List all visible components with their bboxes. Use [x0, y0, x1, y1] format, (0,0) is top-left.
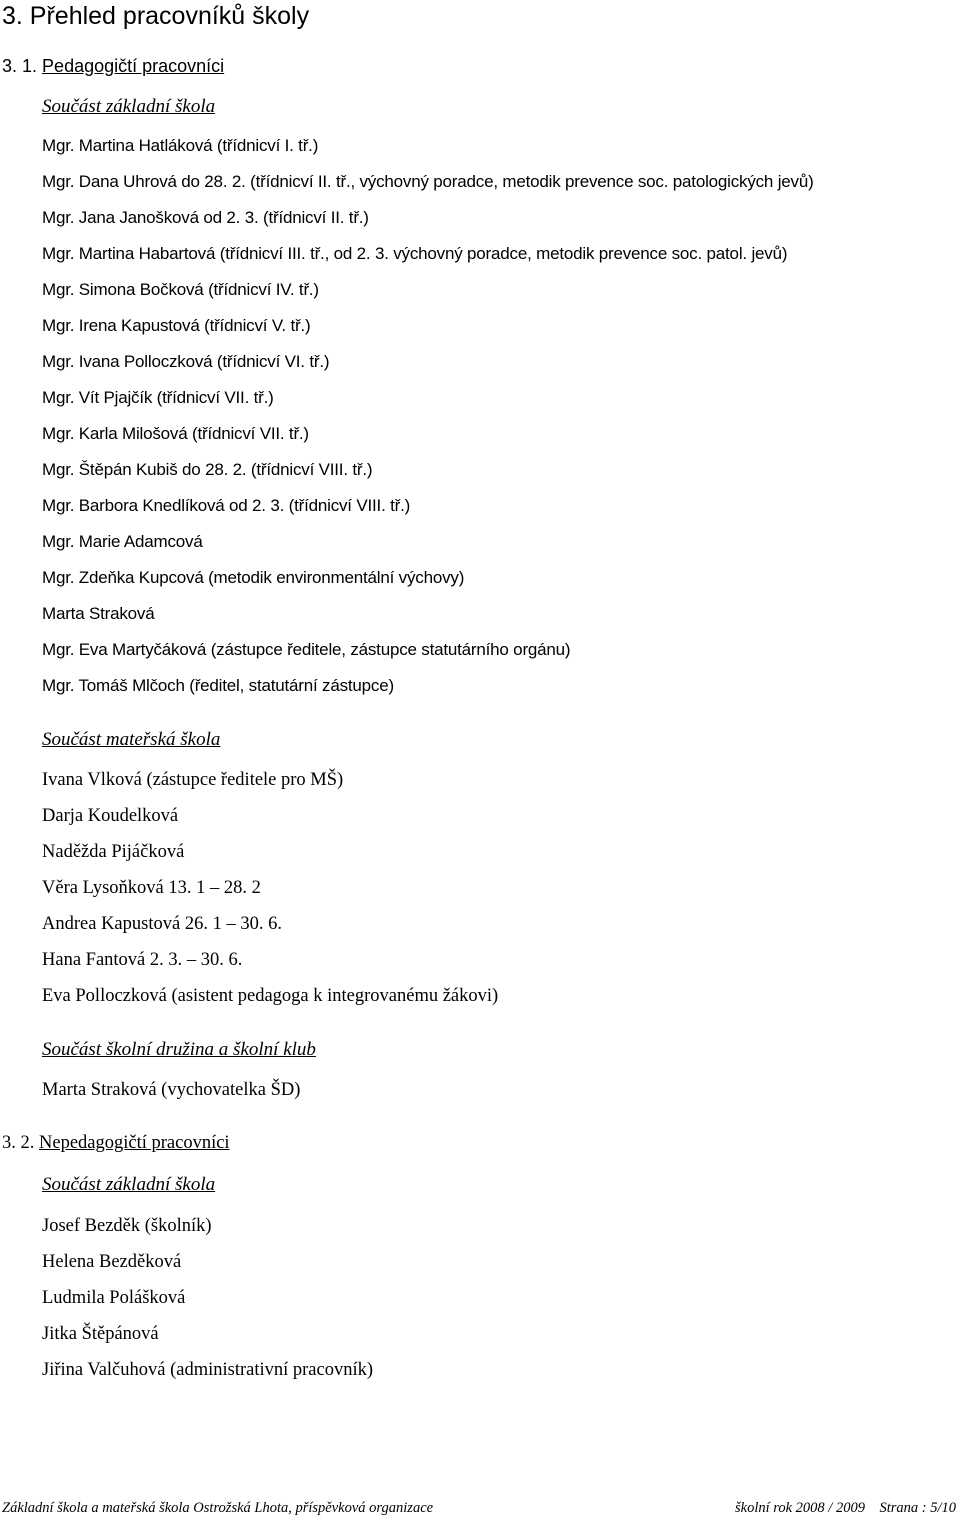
staff-line: Mgr. Barbora Knedlíková od 2. 3. (třídnicví VIII. tř.)	[42, 496, 411, 515]
staff-line: Helena Bezděková	[42, 1252, 182, 1272]
staff-line: Mgr. Štěpán Kubiš do 28. 2. (třídnicví VIII. tř.)	[42, 460, 373, 479]
footer-meta	[735, 1500, 956, 1517]
subsection-heading-zs-nonpedagogical: Součást základní škola	[42, 1174, 216, 1195]
section-heading-pedagogical	[2, 56, 224, 77]
section-number: 3. 2.	[2, 1133, 35, 1153]
subsection-heading-sd: Součást školní družina a školní klub	[42, 1039, 316, 1060]
staff-line: Ivana Vlková (zástupce ředitele pro MŠ)	[42, 770, 344, 790]
section-number: 3. 1.	[2, 56, 38, 76]
staff-line: Marta Straková	[42, 604, 155, 623]
staff-line: Mgr. Tomáš Mlčoch (ředitel, statutární zástupce)	[42, 676, 394, 695]
staff-line: Darja Koudelková	[42, 806, 179, 826]
footer-organization: Základní škola a mateřská škola Ostrožská Lhota, příspěvková organizace	[2, 1500, 434, 1516]
staff-line: Mgr. Martina Habartová (třídnicví III. tř., od 2. 3. výchovný poradce, metodik prevence soc. patol. jevů)	[42, 244, 788, 263]
staff-line: Jiřina Valčuhová (administrativní pracovník)	[42, 1360, 374, 1380]
section-heading-nonpedagogical	[2, 1133, 230, 1154]
section-title: Nepedagogičtí pracovníci	[39, 1133, 230, 1153]
staff-line: Mgr. Zdeňka Kupcová (metodik environmentální výchovy)	[42, 568, 465, 587]
staff-line: Eva Polloczková (asistent pedagoga k integrovanému žákovi)	[42, 986, 499, 1006]
staff-line: Mgr. Irena Kapustová (třídnicví V. tř.)	[42, 316, 311, 335]
staff-line: Marta Straková (vychovatelka ŠD)	[42, 1080, 301, 1100]
section-title: Pedagogičtí pracovníci	[42, 56, 225, 76]
staff-line: Mgr. Ivana Polloczková (třídnicví VI. tř.)	[42, 352, 330, 371]
staff-line: Mgr. Jana Janošková od 2. 3. (třídnicví II. tř.)	[42, 208, 369, 227]
footer-school-year: školní rok 2008 / 2009	[735, 1500, 865, 1516]
staff-line: Ludmila Polášková	[42, 1288, 186, 1308]
staff-line: Mgr. Simona Bočková (třídnicví IV. tř.)	[42, 280, 319, 299]
page-title: 3. Přehled pracovníků školy	[2, 2, 310, 30]
subsection-heading-zs: Součást základní škola	[42, 96, 216, 117]
staff-line: Mgr. Dana Uhrová do 28. 2. (třídnicví II. tř., výchovný poradce, metodik prevence soc. patologických jevů)	[42, 172, 814, 191]
staff-line: Josef Bezděk (školník)	[42, 1216, 212, 1236]
staff-line: Andrea Kapustová 26. 1 – 30. 6.	[42, 914, 282, 934]
staff-line: Jitka Štěpánová	[42, 1324, 159, 1344]
staff-line: Mgr. Vít Pjajčík (třídnicví VII. tř.)	[42, 388, 274, 407]
staff-line: Hana Fantová 2. 3. – 30. 6.	[42, 950, 243, 970]
staff-line: Mgr. Karla Milošová (třídnicví VII. tř.)	[42, 424, 309, 443]
subsection-heading-ms: Součást mateřská škola	[42, 729, 221, 750]
staff-line: Věra Lysoňková 13. 1 – 28. 2	[42, 878, 261, 898]
footer-page-number: Strana : 5/10	[879, 1500, 956, 1516]
staff-line: Mgr. Marie Adamcová	[42, 532, 203, 551]
staff-line: Mgr. Martina Hatláková (třídnicví I. tř.)	[42, 136, 319, 155]
staff-line: Naděžda Pijáčková	[42, 842, 185, 862]
staff-line: Mgr. Eva Martyčáková (zástupce ředitele, zástupce statutárního orgánu)	[42, 640, 571, 659]
